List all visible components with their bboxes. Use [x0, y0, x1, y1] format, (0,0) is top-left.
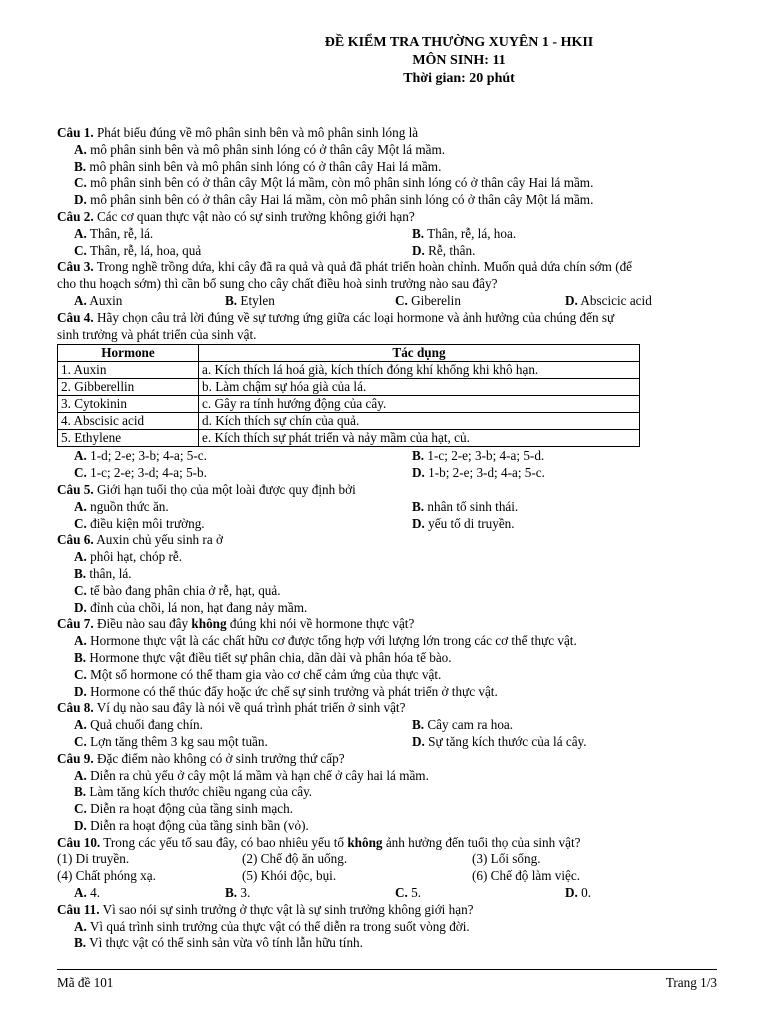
option-10d: [565, 885, 717, 902]
option-text: 5.: [407, 885, 422, 901]
option-letter: B.: [74, 784, 87, 800]
question-2: [57, 209, 717, 226]
factors-row: [57, 851, 717, 868]
question-number: Câu 9.: [57, 750, 94, 766]
option-3c: [395, 293, 565, 310]
option-10b: [225, 885, 395, 902]
question-number: Câu 6.: [57, 532, 94, 548]
table-cell: a. Kích thích lá hoá già, kích thích đóng khí khổng khi khô hạn.: [199, 362, 640, 379]
option-text: Một số hormone có thể tham gia vào cơ chế cảm ứng của thực vật.: [86, 666, 442, 682]
option-letter: B.: [74, 158, 87, 174]
option-text: Vì quá trình sinh trưởng của thực vật có thể diễn ra trong suốt vòng đời.: [86, 918, 470, 934]
option-text: 3.: [237, 885, 251, 901]
option-text: Hormone thực vật là các chất hữu cơ được tổng hợp với lượng lớn trong các cơ thể thực vật.: [86, 633, 577, 649]
option-text: Giberelin: [407, 292, 461, 308]
factor-6: (6) Chế độ làm việc.: [472, 868, 581, 884]
option-5b: [412, 499, 717, 516]
question-text: đúng khi nói về hormone thực vật?: [226, 616, 415, 632]
options-row: [57, 293, 717, 310]
question-text-emphasis: không: [347, 834, 383, 850]
option-text: nguồn thức ăn.: [86, 498, 169, 514]
option-2b: [412, 226, 717, 243]
question-number: Câu 10.: [57, 834, 101, 850]
option-9c: [57, 801, 717, 818]
option-letter: A.: [74, 717, 87, 733]
option-1d: [57, 192, 717, 209]
table-row: [58, 413, 640, 430]
question-text: Hãy chọn câu trả lời đúng về sự tương ứng giữa các loại hormone và ảnh hưởng của chúng đến sự: [93, 309, 615, 325]
option-9a: [57, 768, 717, 785]
column-header: Hormone: [58, 345, 199, 362]
question-text: Đặc điểm nào không có ở sinh trưởng thứ cấp?: [93, 750, 345, 766]
option-letter: C.: [395, 292, 408, 308]
question-text: Trong nghề trồng dứa, khi cây đã ra quả và quả đã phát triển hoàn chỉnh. Muốn quả dứa chín sớm (để: [93, 259, 633, 275]
factor-2: (2) Chế độ ăn uống.: [242, 851, 348, 867]
table-header-row: [58, 345, 640, 362]
option-2c: [57, 243, 412, 260]
option-8d: [412, 734, 717, 751]
question-4: [57, 310, 717, 327]
option-8c: [57, 734, 412, 751]
option-8b: [412, 717, 717, 734]
options-row: [57, 465, 717, 482]
option-4a: [57, 448, 412, 465]
question-number: Câu 5.: [57, 481, 94, 497]
option-text: tế bào đang phân chia ở rễ, hạt, quả.: [86, 582, 281, 598]
option-letter: C.: [74, 582, 87, 598]
question-number: Câu 3.: [57, 259, 94, 275]
option-letter: C.: [74, 465, 87, 481]
question-number: Câu 7.: [57, 616, 94, 632]
option-letter: D.: [412, 465, 425, 481]
option-3b: [225, 293, 395, 310]
table-cell: d. Kích thích sự chín của quả.: [199, 413, 640, 430]
option-text: đỉnh của chồi, lá non, hạt đang nảy mầm.: [86, 599, 308, 615]
exam-content: [57, 125, 717, 952]
option-letter: C.: [74, 175, 87, 191]
option-text: Etylen: [237, 292, 275, 308]
option-text: 4.: [86, 885, 101, 901]
option-4c: [57, 465, 412, 482]
option-letter: C.: [74, 666, 87, 682]
options-row: [57, 516, 717, 533]
option-text: 1-d; 2-e; 3-b; 4-a; 5-c.: [86, 448, 207, 464]
option-text: phôi hạt, chóp rễ.: [86, 549, 183, 565]
question-text: Phát biểu đúng về mô phân sinh bên và mô phân sinh lóng là: [93, 125, 419, 140]
option-text: Cây cam ra hoa.: [424, 717, 514, 733]
table-row: [58, 430, 640, 447]
option-text: mô phân sinh bên và mô phân sinh lóng có ở thân cây Một lá mầm.: [86, 141, 446, 157]
option-letter: B.: [412, 448, 425, 464]
option-10a: [57, 885, 225, 902]
factor-4: (4) Chất phóng xạ.: [57, 868, 156, 884]
question-7: [57, 616, 717, 633]
options-row: [57, 226, 717, 243]
question-number: Câu 4.: [57, 309, 94, 325]
factor-5: (5) Khói độc, bụi.: [242, 868, 337, 884]
question-number: Câu 8.: [57, 700, 94, 716]
option-7c: [57, 667, 717, 684]
question-1: [57, 125, 717, 142]
page-footer: [57, 969, 717, 990]
option-5c: [57, 516, 412, 533]
question-text: Điều nào sau đây: [93, 616, 192, 632]
option-letter: A.: [74, 225, 87, 241]
option-letter: A.: [74, 767, 87, 783]
factor-3: (3) Lối sống.: [472, 851, 541, 867]
option-text: Diễn ra chủ yếu ở cây một lá mầm và hạn chế ở cây hai lá mầm.: [86, 767, 429, 783]
option-letter: C.: [74, 801, 87, 817]
option-text: Hormone thực vật điều tiết sự phân chia, dãn dài và phân hóa tế bào.: [86, 649, 452, 665]
option-4d: [412, 465, 717, 482]
option-letter: A.: [74, 885, 87, 901]
option-letter: D.: [74, 683, 87, 699]
option-9d: [57, 818, 717, 835]
option-1a: [57, 142, 717, 159]
table-row: [58, 362, 640, 379]
option-7a: [57, 633, 717, 650]
table-cell: 4. Abscisic acid: [58, 413, 199, 430]
option-text: Làm tăng kích thước chiều ngang của cây.: [86, 784, 313, 800]
question-text: Ví dụ nào sau đây là nói về quá trình phát triển ở sinh vật?: [93, 700, 406, 716]
option-3d: [565, 293, 717, 310]
option-letter: D.: [565, 292, 578, 308]
options-row: [57, 499, 717, 516]
option-text: Lợn tăng thêm 3 kg sau một tuần.: [86, 733, 268, 749]
option-text: điều kiện môi trường.: [86, 515, 205, 531]
question-number: Câu 2.: [57, 208, 94, 224]
option-2d: [412, 243, 717, 260]
table-cell: 3. Cytokinin: [58, 396, 199, 413]
options-row: [57, 734, 717, 751]
exam-title: ĐỀ KIỂM TRA THƯỜNG XUYÊN 1 - HKII: [324, 35, 594, 50]
option-text: Diễn ra hoạt động của tầng sinh mạch.: [86, 801, 294, 817]
question-3: [57, 259, 717, 276]
option-letter: B.: [412, 717, 425, 733]
question-10: [57, 835, 717, 852]
option-letter: A.: [74, 633, 87, 649]
option-letter: A.: [74, 549, 87, 565]
option-7b: [57, 650, 717, 667]
exam-code: Mã đề 101: [57, 975, 114, 990]
factor-1: (1) Di truyền.: [57, 851, 130, 867]
option-text: Thân, rễ, lá, hoa, quả: [86, 242, 202, 258]
table-cell: c. Gây ra tính hướng động của cây.: [199, 396, 640, 413]
table-cell: 5. Ethylene: [58, 430, 199, 447]
question-text: Trong các yếu tố sau đây, có bao nhiêu yếu tố: [100, 834, 348, 850]
table-cell: 1. Auxin: [58, 362, 199, 379]
option-text: Thân, rễ, lá, hoa.: [424, 225, 517, 241]
option-letter: A.: [74, 448, 87, 464]
option-9b: [57, 784, 717, 801]
option-text: Sự tăng kích thước của lá cây.: [424, 733, 587, 749]
factors-row: [57, 868, 717, 885]
option-text: Auxin: [86, 292, 123, 308]
exam-header: [0, 34, 768, 88]
option-letter: B.: [74, 935, 87, 951]
option-text: Diễn ra hoạt động của tầng sinh bần (vỏ).: [86, 817, 309, 833]
option-letter: D.: [412, 515, 425, 531]
table-row: [58, 396, 640, 413]
option-letter: B.: [74, 649, 87, 665]
option-text: 1-c; 2-e; 3-d; 4-a; 5-b.: [86, 465, 207, 481]
option-letter: B.: [225, 292, 238, 308]
option-letter: A.: [74, 141, 87, 157]
option-letter: B.: [412, 225, 425, 241]
option-5a: [57, 499, 412, 516]
option-6d: [57, 600, 717, 617]
option-letter: C.: [74, 733, 87, 749]
hormone-table: [57, 344, 640, 447]
option-letter: D.: [74, 599, 87, 615]
option-text: thân, lá.: [86, 565, 132, 581]
option-letter: D.: [412, 242, 425, 258]
question-text-emphasis: không: [191, 616, 227, 632]
page-number: Trang 1/3: [665, 975, 717, 990]
option-letter: D.: [412, 733, 425, 749]
option-1c: [57, 175, 717, 192]
question-8: [57, 700, 717, 717]
table-cell: b. Làm chậm sự hóa già của lá.: [199, 379, 640, 396]
question-number: Câu 11.: [57, 901, 100, 917]
option-text: Vì thực vật có thể sinh sản vừa vô tính lẫn hữu tính.: [86, 935, 363, 951]
option-text: mô phân sinh bên và mô phân sinh lóng có ở thân cây Hai lá mầm.: [86, 158, 442, 174]
option-7d: [57, 684, 717, 701]
option-text: nhân tố sinh thái.: [424, 498, 519, 514]
question-11: [57, 902, 717, 919]
option-letter: D.: [74, 817, 87, 833]
exam-subject: MÔN SINH: 11: [412, 53, 506, 68]
option-5d: [412, 516, 717, 533]
option-text: mô phân sinh bên có ở thân cây Một lá mầm, còn mô phân sinh lóng có ở thân cây Hai lá mầm.: [86, 175, 594, 191]
option-letter: D.: [74, 192, 87, 208]
question-number: Câu 1.: [57, 125, 94, 140]
option-letter: C.: [74, 515, 87, 531]
exam-time: Thời gian: 20 phút: [403, 71, 515, 86]
option-letter: D.: [565, 885, 578, 901]
question-5: [57, 482, 717, 499]
option-letter: B.: [412, 498, 425, 514]
question-text: Giới hạn tuổi thọ của một loài được quy định bởi: [93, 481, 356, 497]
option-letter: A.: [74, 292, 87, 308]
option-text: 1-c; 2-e; 3-b; 4-a; 5-d.: [424, 448, 545, 464]
options-row: [57, 448, 717, 465]
option-8a: [57, 717, 412, 734]
table-cell: e. Kích thích sự phát triển và nảy mầm của hạt, củ.: [199, 430, 640, 447]
option-letter: C.: [74, 242, 87, 258]
question-6: [57, 532, 717, 549]
option-letter: C.: [395, 885, 408, 901]
option-6a: [57, 549, 717, 566]
option-letter: B.: [225, 885, 238, 901]
option-2a: [57, 226, 412, 243]
option-text: 0.: [577, 885, 592, 901]
option-6b: [57, 566, 717, 583]
option-text: 1-b; 2-e; 3-d; 4-a; 5-c.: [424, 465, 545, 481]
question-text: Các cơ quan thực vật nào có sự sinh trưởng không giới hạn?: [93, 208, 415, 224]
question-9: [57, 751, 717, 768]
table-row: [58, 379, 640, 396]
option-text: Rễ, thân.: [424, 242, 476, 258]
option-letter: A.: [74, 918, 87, 934]
option-3a: [57, 293, 225, 310]
option-letter: A.: [74, 498, 87, 514]
option-11b: [57, 935, 717, 952]
options-row: [57, 243, 717, 260]
question-text: Vì sao nói sự sinh trưởng ở thực vật là sự sinh trưởng không giới hạn?: [99, 901, 474, 917]
option-10c: [395, 885, 565, 902]
options-row: [57, 885, 717, 902]
option-text: Hormone có thể thúc đẩy hoặc ức chế sự sinh trưởng và phát triển ở thực vật.: [86, 683, 498, 699]
question-text: Auxin chủ yếu sinh ra ở: [93, 532, 223, 548]
option-letter: B.: [74, 565, 87, 581]
question-text-cont: sinh trưởng và phát triển của sinh vật.: [57, 326, 257, 342]
option-text: Thân, rễ, lá.: [86, 225, 154, 241]
option-6c: [57, 583, 717, 600]
option-text: yếu tố di truyền.: [424, 515, 515, 531]
option-text: mô phân sinh bên có ở thân cây Hai lá mầm, còn mô phân sinh lóng có ở thân cây Một lá mầm.: [86, 192, 594, 208]
column-header: Tác dụng: [199, 345, 640, 362]
question-text-cont: cho thu hoạch sớm) thì cần bổ sung cho cây chất điều hoà sinh trưởng nào sau đây?: [57, 276, 498, 292]
option-4b: [412, 448, 717, 465]
options-row: [57, 717, 717, 734]
option-1b: [57, 159, 717, 176]
option-text: Quả chuối đang chín.: [86, 717, 203, 733]
question-text: ảnh hưởng đến tuổi thọ của sinh vật?: [382, 834, 581, 850]
option-11a: [57, 919, 717, 936]
table-cell: 2. Gibberellin: [58, 379, 199, 396]
option-text: Abscicic acid: [577, 292, 652, 308]
